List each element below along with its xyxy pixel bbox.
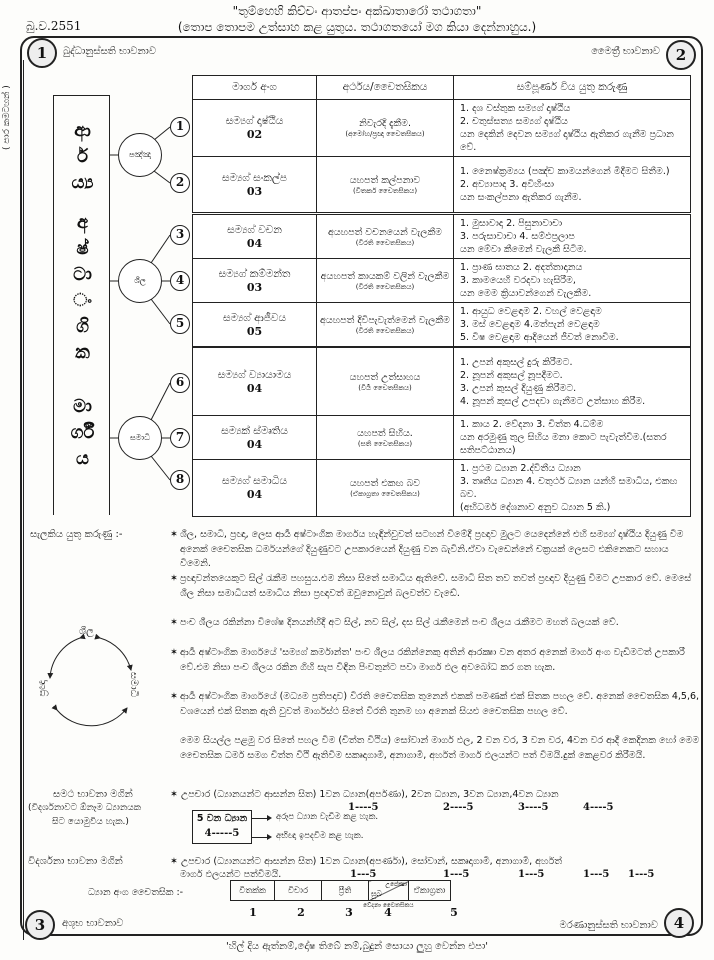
cetasika: (විතර්ක චෛතසිකය) <box>352 186 418 195</box>
arya-letter: ය <box>76 448 89 469</box>
title-quote: "තුම්හෙහි කිච්චං ආතප්පං අක්ඛාතාරෝ තථාගතා" <box>232 4 482 18</box>
star-bullet-icon: ✶ <box>170 573 178 584</box>
range: 3----5 <box>518 802 549 813</box>
vidarshana-text <box>170 856 562 867</box>
point: 1. මුසාවාදා 2. පිසුනාවාචා <box>460 218 563 229</box>
anga-num: 04 <box>246 437 263 451</box>
meaning: යහපත් එකඟ බව <box>349 478 421 489</box>
jhana-factors-label: ධ්‍යාන අංග චෛතසික :- <box>88 887 184 898</box>
anga-num: 04 <box>246 236 263 250</box>
point: 3. තෘතීය ධ්‍යාන 4. චතුර්ථ ධ්‍යාන යන්හි සමාධිය, එකඟ බව. <box>460 476 678 500</box>
point: 5. විෂ වෙළඳාම ආදියෙන් ජීවත් නොවීම. <box>460 332 619 343</box>
range: 1---5 <box>350 869 377 880</box>
point: යන මේවා කීමෙන් වැලකී සිටීම. <box>460 244 587 255</box>
corner-label-1: බුද්ධානුස්සති භාවනාව <box>63 46 157 57</box>
point: 2. අව්‍යාපාද 3. අවිහිංසා <box>460 179 555 190</box>
point: යන අරමුණු තුල සිහිය මනා කොට පැවැත්වීම.(සතර සතිපට්ඨානය) <box>460 432 667 456</box>
anga-num: 03 <box>246 184 263 198</box>
samatha-sublabel: සිට යොමුවිය හැක.) <box>52 817 129 827</box>
factor-upekkha: උපේක්‍ෂා <box>385 881 407 888</box>
fifth-jhana-label: 5 වන ධ්‍යාන <box>196 813 248 824</box>
point: 3. මස් වෙළඳාම 4.මත්පැන් වෙළඳාම <box>460 319 600 330</box>
arrow-line <box>252 818 268 819</box>
factor-cell: ප්‍රීති <box>322 881 369 901</box>
meaning: යහපත් කල්පනාව <box>349 174 421 186</box>
star-bullet-icon: ✶ <box>170 529 178 540</box>
jhana-factors-row <box>231 881 451 901</box>
table-row <box>193 215 691 259</box>
factor-cell: විතක්ක <box>231 881 275 901</box>
arya-letter: ං <box>73 290 92 311</box>
table-row <box>193 100 691 157</box>
path-table-samadhi <box>192 347 691 517</box>
range: 4----5 <box>583 802 614 813</box>
arya-letter: මා <box>73 396 92 417</box>
cetasika: (අමෝහ/ප්‍රඥා චෛතසිකය) <box>345 130 425 138</box>
anga-name: සම්‍යග් ආජීවය <box>222 311 287 324</box>
col-header-meaning: අර්ථය/චෛතසිකය <box>317 76 454 100</box>
path-table-sila <box>192 214 691 347</box>
arrow-right-icon <box>267 834 272 840</box>
arya-letter: ෂ් <box>76 238 89 259</box>
group-sila: ශීල <box>118 259 162 303</box>
star-bullet-icon: ✶ <box>170 856 181 867</box>
factor-cell: විචාර <box>275 881 322 901</box>
note-text: ප්‍රඥාවන්තයෙකුට සිල් රැකීම පහසුය.එම නිසා සිතේ සමාධිය ඇතිවේ. සමාධි සිත තව තවත් ප්‍රඥාව දියුණු වීමට උපකාර වේ. මෙසේ ශීල නිසා සමාධියත් සමාධිය නිසා ප්‍රඥාවත් ඔවුනොවුන් බලවත්ව වැඩේ. <box>180 573 692 599</box>
margin-text: ( පාර කමටහන් ) <box>2 85 12 150</box>
point: 3. පරුසාවාචා 4. සම්ඵප්‍රලාප <box>460 231 575 242</box>
anga-num: 04 <box>246 381 263 395</box>
arya-ashtangika-column <box>53 95 110 515</box>
point: 1. ප්‍රාණ ඝාතය 2. අදත්තාදානය <box>460 262 583 273</box>
table-row <box>193 157 691 213</box>
arrow-text: අරූප ධ්‍යාන වැඩීම කළ හැක. <box>276 812 379 822</box>
point: 4. නූපන් කුසල් උපදවා ගැනීමට උත්සාහ කිරීම. <box>460 395 646 407</box>
arya-letter: අ <box>76 212 89 233</box>
point: 1. ආයුධ වෙළඳාම 2. වහල් වෙළඳාම <box>460 306 602 317</box>
note-text: ආර්‍ය අෂ්ටාංගික මාර්ගයේ 'සම්‍යග් කර්මාන්ත' පංච ශීලය රකින්නෙකු අතින් ආරක්‍ෂා වන අතර අනෙක් මාර්ග අංග වැඩීමටත් උපකාරී වේ.එම නිසා පංච ශීලය රකින ගිහි සැප විඳින පිංවතුන්ට පවා මාර්ග ඵල අවබෝධ කර ගත හැක. <box>180 647 685 673</box>
anga-name: සම්‍යග් සමාධිය <box>221 475 288 487</box>
range: 1----5 <box>348 802 379 813</box>
samatha-text <box>170 789 559 800</box>
col-header-points: සම්පූර්ණ විය යුතු කරුණු <box>454 76 691 100</box>
era-label: බු.ව.2551 <box>26 19 82 33</box>
point: 1. ප්‍රථම ධ්‍යාන 2.ද්විතීය ධ්‍යාන <box>460 463 581 474</box>
vidarshana-label: විදර්ශනා භාවනා මගින් <box>28 856 123 867</box>
meaning: අයහපත් වචනයෙන් වැලකීම <box>327 226 442 238</box>
path-number-7: 7 <box>170 428 190 448</box>
path-number-5: 5 <box>170 314 190 334</box>
arya-letter: ය්‍ය <box>71 172 94 193</box>
meaning: අයහපත් දිවිපැවැත්මෙන් වැලකීම <box>320 314 450 326</box>
point: 3. කාමයෙහි වරදවා හැසිරීම, <box>460 275 576 286</box>
path-number-3: 3 <box>170 225 190 245</box>
table-row <box>193 348 691 416</box>
corner-number-4: 4 <box>664 908 694 938</box>
note-text: ආර්‍ය අෂ්ටාංගික මාර්ගයේ (මධ්‍යම ප්‍රතිපදාව) විරති චෛතසික තුනෙන් එකක් පමණක් එක් සිතක පහල වේ. අනෙක් චෛතසික 4,5,6, වශයෙන් එක් සිතක ඇති වුවත් මාර්ගස්ථ සිතේ විරති තුනම හා අනෙක් සියළු චෛතසික පහල වේ. <box>180 691 700 717</box>
path-number-2: 2 <box>170 173 190 193</box>
note-text: ශීල, සමාධි, ප්‍රඥා, ලෙස ආර්‍ය අෂ්ටාංගික මාර්ගය හැඳින්වුවත් සටහන් වීමේදී ප්‍රඥාව මුලට යෙදෙන්නේ එහි සම්‍යග් දෘෂ්ඨිය දියුණු වීම අනෙක් චෛතසික ධර්මයන්ගේ දියුණුවට උපකාරයෙන් දියුණු වන බැවිනි.ඒවා වැඩෙන්නේ චක්‍රයක් ලෙසට එකිනෙකට සහාය වීමෙනි. <box>180 529 684 569</box>
meaning: අයහපත් කායකම් වලින් වැලකීම <box>320 270 450 282</box>
samatha-text-content: උපචාර (ධ්‍යානයන්ට ආසන්න සිත) 1වන ධ්‍යාන(අර්පණා), 2වන ධ්‍යාන, 3වන ධ්‍යාන,4වන ධ්‍යාන <box>180 789 559 800</box>
range: 1---5 <box>518 869 545 880</box>
corner-number-3: 3 <box>25 910 55 940</box>
arya-letter: ර් <box>77 146 88 167</box>
notes-label: සැලකිය යුතු කරුණු :- <box>30 529 123 540</box>
fifth-jhana-range: 4-----5 <box>204 828 240 839</box>
vedana-note: වේදනා චෛතසිකය <box>363 902 414 909</box>
range: 2----5 <box>443 802 474 813</box>
point: 2. නූපන් අකුසල් නූපදීමට. <box>460 369 563 381</box>
point: යන දෙකින් දෙවන සම්‍යග් දෘෂ්ඨිය ඇතිකර ගැනීම ප්‍රධාන වේ. <box>460 129 674 153</box>
point: 1. උපන් අකුසල් දුරු කිරීමට. <box>460 356 573 368</box>
note-text: මෙම සියල්ල පළමු වර සිතේ පහල වීම (චිත්ත වීථිය) සෝවාන් මාර්ග ඵල, 2 වන වර, 3 වන වර, 4වන වර ආදී කෙදිනක හෝ මෙම චෛතසික ධර්ම සමග චිත්ත වීථි ඇතිවීම සකෘදාගාමී, අනාගාමී, අර්හත් මාර්ග ඵලයන්ට පත් වීමයි.දුක් කෙළවර කිරීමයි. <box>180 735 700 761</box>
sila-samadhi-panna-cycle <box>35 620 145 740</box>
table-row <box>193 259 691 303</box>
factor-cell: ඒකාග්‍රතා <box>409 881 451 901</box>
path-table-panna <box>192 75 691 213</box>
path-number-8: 8 <box>170 470 190 490</box>
note-item <box>170 528 700 572</box>
note-item <box>170 572 700 601</box>
subtitle: (තොප තොපම උත්සාහ කළ යුතුය. තථාගතයෝ මග කියා දෙන්නාහුය.) <box>177 20 537 34</box>
anga-name: සම්‍යග් ව්‍යායාමය <box>217 368 292 381</box>
factor-sukha: සුඛ <box>371 889 382 898</box>
factor-number: 5 <box>450 906 458 919</box>
range: 1---5 <box>443 869 470 880</box>
anga-num: 04 <box>246 488 263 501</box>
point: 1. නෛෂ්ක්‍රම්‍යය (පඤ්ච කාමයන්ගෙන් මිදීමට සිතීම.) <box>460 166 670 177</box>
star-bullet-icon: ✶ <box>170 789 181 800</box>
table-row <box>193 303 691 347</box>
vidarshana-text-2: මාර්ග ඵලයන්ට පත්වීමයි. <box>180 869 282 880</box>
star-bullet-icon: ✶ <box>170 691 178 702</box>
cetasika: (විරති චෛතසිකය) <box>355 326 415 335</box>
range: 1---5 <box>628 869 655 880</box>
point: 3. උපන් කුසල් දියුණු කිරීමට. <box>460 382 577 394</box>
cycle-label-panna: ප්‍රඥා <box>37 680 48 697</box>
group-panna: පඤ්ඤා <box>118 133 162 177</box>
anga-num: 03 <box>246 280 263 294</box>
arya-letter: ක <box>75 342 90 363</box>
point: 1. දශ වස්තුක සම්‍යග් දෘෂ්ඨිය <box>460 103 571 114</box>
note-item <box>170 690 700 719</box>
point: යන මෙම ක්‍රියාවන්ගෙන් වැලකීම. <box>460 288 592 299</box>
corner-number-1: 1 <box>27 38 57 68</box>
factor-number: 2 <box>297 906 305 919</box>
path-number-6: 6 <box>170 373 190 393</box>
note-item <box>180 734 700 763</box>
table-row <box>193 416 691 460</box>
arya-letter: ගි <box>76 316 89 337</box>
arya-spacer <box>54 196 111 210</box>
note-item <box>170 616 700 631</box>
anga-name: සම්‍යග් කම්මන්ත <box>218 267 291 280</box>
col-header-anga: මාර්ග අංග <box>193 76 317 100</box>
range: 1---5 <box>583 869 610 880</box>
meaning: යහපත් උත්සාහය <box>349 371 421 383</box>
arya-letter: ආ <box>74 120 91 141</box>
arya-letter: ටා <box>73 264 92 285</box>
jhana-factors-table <box>230 880 451 901</box>
samatha-label: සමථ භාවනා මගින් <box>53 789 133 800</box>
anga-name: සම්‍යග් දෘෂ්ඨිය <box>225 115 284 127</box>
group-samadhi: සමාධි <box>118 416 162 460</box>
meaning: නිවැරදි දැකීම. <box>359 118 411 129</box>
cycle-label-sila: ශීල <box>79 626 94 637</box>
corner-number-2: 2 <box>666 40 696 70</box>
anga-name: සම්‍යග් සංකල්ප <box>221 171 288 184</box>
factor-number: 4 <box>384 906 392 919</box>
arya-letters <box>54 96 109 472</box>
anga-name: සම්‍යග් වචන <box>227 223 282 236</box>
corner-label-2: මෛත්‍රී භාවනාව <box>591 46 660 57</box>
point: 2. චතුස්සත්‍ය සම්‍යග් දෘෂ්ඨිය <box>460 116 568 127</box>
arya-spacer <box>54 366 111 394</box>
arrow-line <box>252 837 268 838</box>
arya-letter: ර්ගී <box>70 422 95 443</box>
cetasika: (සති චෛතසිකය) <box>357 439 413 448</box>
arrow-text: අභිඥා ඉපදවීම කළ හැක. <box>276 831 364 841</box>
cetasika: (විරති චෛතසිකය) <box>355 282 415 291</box>
cetasika: (විරති චෛතසිකය) <box>355 238 415 247</box>
anga-num: 05 <box>246 324 263 338</box>
corner-label-3: අශුභ භාවනාව <box>62 918 124 929</box>
samatha-sublabel: (විදර්ශනාවට ඕනෑම ධ්‍යානයක <box>28 803 141 813</box>
point: යන සංකල්පනා ඇතිකර ගැනීම. <box>460 192 582 203</box>
corner-label-4: මරණානුස්සති භාවනාව <box>559 920 658 931</box>
point: 1. කාය 2. වේදනා 3. චිත්ත 4.ධම්ම <box>460 419 604 430</box>
cetasika: (ඒකාග්‍රතා චෛතසිකය) <box>350 490 420 498</box>
note-item <box>170 646 700 675</box>
factor-number: 3 <box>345 906 353 919</box>
note-text: පංච ශීලය රකින්නා විශේෂ දිනයන්හිදී අට සිල්, නව සිල්, දස සිල් රැකීමෙන් පංච ශීලය රැකීමට මහත් බලයක් වේ. <box>180 617 619 628</box>
star-bullet-icon: ✶ <box>170 647 178 658</box>
anga-name: සම්‍යක් ස්මෘතිය <box>221 424 288 437</box>
cetasika: (විර්‍ය චෛතසිකය) <box>358 383 412 392</box>
path-number-4: 4 <box>170 271 190 291</box>
arrow-right-icon <box>267 815 272 821</box>
factor-cell-sukha <box>369 881 409 901</box>
meaning: යහපත් සිහිය. <box>357 427 413 439</box>
point: (අභිධර්ම දේශනාව අනුව ධ්‍යාන 5 කි.) <box>460 502 611 513</box>
star-bullet-icon: ✶ <box>170 617 178 628</box>
vidarshana-text-content: උපචාර (ධ්‍යානයන්ට ආසන්න සිත) 1වන ධ්‍යාන(අපර්ණා), සෝවාන්, සකෘදාගාමී, අනාගාමී, අර්හත් <box>180 856 562 867</box>
path-number-1: 1 <box>170 117 190 137</box>
table-row <box>193 460 691 517</box>
footer-quote: 'හිල් දිය ඇත්නම්,දෝෂ තිබේ නම්,බුදුන් සොයා ලුහු වෙන්න එපා' <box>226 941 488 952</box>
table-header-row <box>193 76 691 100</box>
fifth-jhana-box <box>192 810 252 844</box>
anga-num: 02 <box>246 128 263 141</box>
cycle-label-samadhi: සමාධි <box>128 672 139 698</box>
factor-number: 1 <box>249 906 257 919</box>
